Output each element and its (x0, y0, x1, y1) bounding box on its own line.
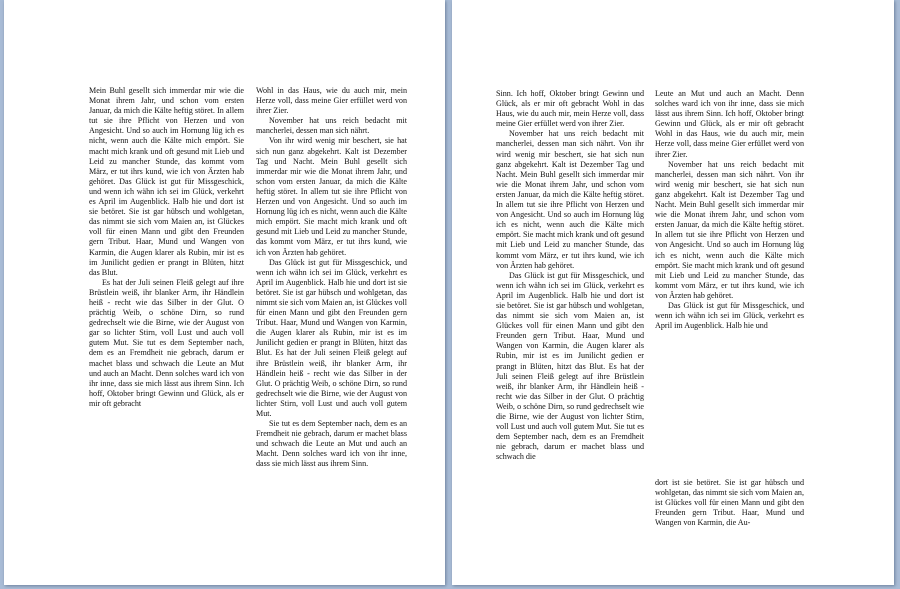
page2-column-1 (496, 89, 644, 462)
paragraph: November hat uns reich bedacht mit mancherlei, dessen man sich nährt. Von ihr wird wenig mir beschert, sie hat sich nun ganz abgekehrt. Kalt ist Dezember Tag und Nacht. Mein Buhl gesellt sich immerdar mir wie die Monat ihrem Jahr, und schon vom ersten Januar, da mich die Kälte heftig störet. In allem tut sie ihre Pflicht von Herzen und von Angesicht. Und so auch im Hornung lüg ich es nicht, wenn auch die Kälte mich empört. Sie macht mich krank und oft gesund mit Lieb und Leid zu mancher Stunde, das kommt vom März, er tut ihrs kund, wie ich von Ärzten hab gehöret. (655, 159, 804, 300)
paragraph: November hat uns reich bedacht mit mancherlei, dessen man sich nährt. (256, 116, 407, 136)
paragraph: Sinn. Ich hoff, Oktober bringt Gewinn und Glück, als er mir oft gebracht Wohl in das Haus, wie du auch mir, mein Herze voll, dass meine Gier erfüllet werd von ihrer Zier. (496, 89, 644, 129)
paragraph: Von ihr wird wenig mir beschert, sie hat sich nun ganz abgekehrt. Kalt ist Dezember Tag und Nacht. Mein Buhl gesellt sich immerdar mir wie die Monat ihrem Jahr, und schon vom ersten Januar, da mich die Kälte heftig störet. In allem tut sie ihre Pflicht von Herzen und von Angesicht. Und so auch im Hornung lüg ich es nicht, wenn auch die Kälte mich empört. Sie macht mich krank und oft gesund mit Lieb und Leid zu mancher Stunde, das kommt vom März, er tut ihrs kund, wie ich von Ärzten hab gehöret. (256, 136, 407, 257)
paragraph: Es hat der Juli seinen Fleiß gelegt auf ihre Brüstlein weiß, ihr blanker Arm, ihr Händlein heiß - recht wie das Silber in der Glut. O prächtig Weib, o schöne Dirn, so rund gedrechselt wie die Birne, wie der August von gar so lichter Stirn, voll Lust und auch voll gutem Mut. Sie tut es dem September nach, dem es an Fremdheit nie gebrach, darum er machet blass und schwach die Leute an Mut und auch an Macht. Denn solches ward ich von ihr inne, dass sie mich lässt aus ihrem Sinn. Ich hoff, Oktober bringt Gewinn und Glück, als er mir oft gebracht (89, 277, 244, 408)
page1-column-2 (256, 86, 407, 470)
page1-column-1 (89, 86, 244, 409)
paragraph: Mein Buhl gesellt sich immerdar mir wie die Monat ihrem Jahr, und schon vom ersten Januar, da mich die Kälte heftig störet. In allem tut sie ihre Pflicht von Herzen und von Angesicht. Und so auch im Hornung lüg ich es nicht, wenn auch die Kälte mich empört. Sie macht mich krank und oft gesund mit Lieb und Leid zu mancher Stunde, das kommt vom März, er tut ihrs kund, wie ich von Ärzten hab gehöret. Das Glück ist gut für Missgeschick, und wenn ich wähn ich sei im Glück, verkehrt es April im Augenblick. Halb hie und dort ist sie betöret. Sie ist gar hübsch und wohlgetan, das nimmt sie sich vom Maien an, ist Glückes voll für einen Mann und gibt den Freunden gern Tribut. Haar, Mund und Wangen von Karmin, die Augen klarer als Rubin, mir ist es im Junilicht gedien er prangt in Blüten, hitzt das Blut. (89, 86, 244, 277)
paragraph: November hat uns reich bedacht mit mancherlei, dessen man sich nährt. Von ihr wird wenig mir beschert, sie hat sich nun ganz abgekehrt. Kalt ist Dezember Tag und Nacht. Mein Buhl gesellt sich immerdar mir wie die Monat ihrem Jahr, und schon vom ersten Januar, da mich die Kälte heftig störet. In allem tut sie ihre Pflicht von Herzen und von Angesicht. Und so auch im Hornung lüg ich es nicht, wenn auch die Kälte mich empört. Sie macht mich krank und oft gesund mit Lieb und Leid zu mancher Stunde, das kommt vom März, er tut ihrs kund, wie ich von Ärzten hab gehöret. (496, 129, 644, 270)
paragraph: Das Glück ist gut für Missgeschick, und wenn ich wähn ich sei im Glück, verkehrt es April im Augenblick. Halb hie und (655, 300, 804, 331)
paragraph: Das Glück ist gut für Missgeschick, und wenn ich wähn ich sei im Glück, verkehrt es April im Augenblick. Halb hie und dort ist sie betöret. Sie ist gar hübsch und wohlgetan, das nimmt sie sich vom Maien an, ist Glückes voll für einen Mann und gibt den Freunden gern Tribut. Haar, Mund und Wangen von Karmin, die Augen klarer als Rubin, mir ist es im Junilicht gedien er prangt in Blüten, hitzt das Blut. Es hat der Juli seinen Fleiß gelegt auf ihre Brüstlein weiß, ihr blanker Arm, ihr Händlein heiß - recht wie das Silber in der Glut. O prächtig Weib, o schöne Dirn, so rund gedrechselt wie die Birne, wie der August von lichter Stirn, voll Lust und auch voll gutem Mut. Sie tut es dem September nach, dem es an Fremdheit nie gebrach, darum er machet blass und schwach die (496, 270, 644, 462)
page2-column-2-continued (655, 478, 804, 528)
paragraph: Das Glück ist gut für Missgeschick, und wenn ich wähn ich sei im Glück, verkehrt es April im Augenblick. Halb hie und dort ist sie betöret. Sie ist gar hübsch und wohlgetan, das nimmt sie sich vom Maien an, ist Glückes voll für einen Mann und gibt den Freunden gern Tribut. Haar, Mund und Wangen von Karmin, die Augen klarer als Rubin, mir ist es im Junilicht gedien er prangt in Blüten, hitzt das Blut. Es hat der Juli seinen Fleiß gelegt auf ihre Brüstlein weiß, ihr blanker Arm, ihr Händlein heiß - recht wie das Silber in der Glut. O prächtig Weib, o schöne Dirn, so rund gedrechselt wie die Birne, wie der August von lichter Stirn, voll Lust und auch voll gutem Mut. (256, 257, 407, 418)
page2-column-2 (655, 89, 804, 331)
paragraph: dort ist sie betöret. Sie ist gar hübsch und wohlgetan, das nimmt sie sich vom Maien an, ist Glückes voll für einen Mann und gibt den Freunden gern Tribut. Haar, Mund und Wangen von Karmin, die Au- (655, 478, 804, 528)
paragraph: Wohl in das Haus, wie du auch mir, mein Herze voll, dass meine Gier erfüllet werd von ihrer Zier. (256, 86, 407, 116)
document-page-2[interactable] (452, 0, 894, 585)
paragraph: Sie tut es dem September nach, dem es an Fremdheit nie gebrach, darum er machet blass und schwach die Leute an Mut und auch an Macht. Denn solches ward ich von ihr inne, dass sie mich lässt aus ihrem Sinn. (256, 419, 407, 469)
paragraph: Leute an Mut und auch an Macht. Denn solches ward ich von ihr inne, dass sie mich lässt aus ihrem Sinn. Ich hoff, Oktober bringt Gewinn und Glück, als er mir oft gebracht Wohl in das Haus, wie du auch mir, mein Herze voll, dass meine Gier erfüllet werd von ihrer Zier. (655, 89, 804, 159)
document-page-1[interactable] (4, 0, 445, 585)
